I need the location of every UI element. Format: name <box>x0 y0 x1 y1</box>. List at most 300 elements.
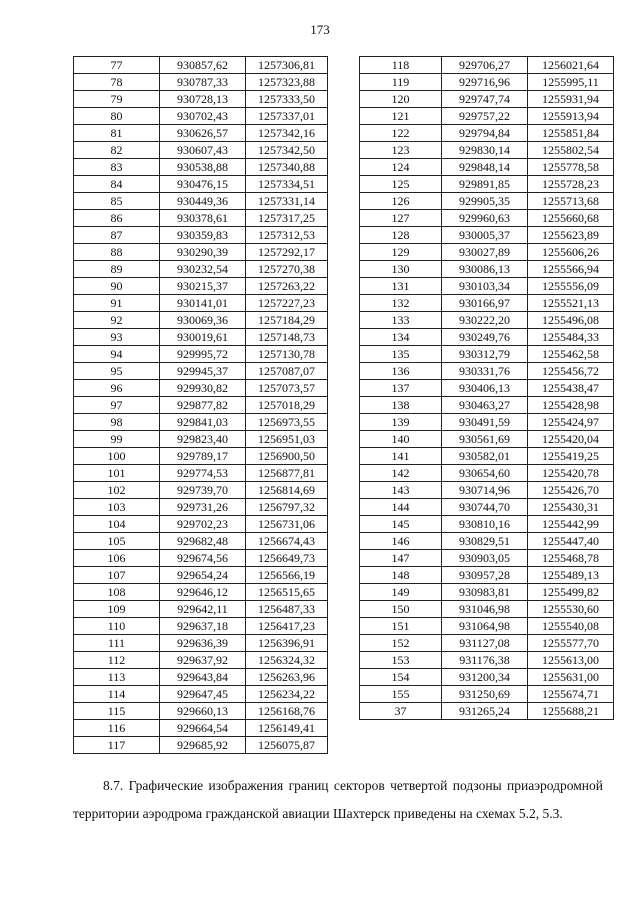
x-coordinate-cell: 929731,26 <box>160 499 246 516</box>
y-coordinate-cell: 1255688,21 <box>528 703 614 720</box>
table-row <box>360 431 614 448</box>
y-coordinate-cell: 1257073,57 <box>246 380 328 397</box>
table-row <box>360 618 614 635</box>
point-number-cell: 123 <box>360 142 442 159</box>
y-coordinate-cell: 1255438,47 <box>528 380 614 397</box>
point-number-cell: 111 <box>74 635 160 652</box>
y-coordinate-cell: 1257292,17 <box>246 244 328 261</box>
table-row <box>360 499 614 516</box>
y-coordinate-cell: 1255496,08 <box>528 312 614 329</box>
x-coordinate-cell: 929642,11 <box>160 601 246 618</box>
x-coordinate-cell: 931265,24 <box>442 703 528 720</box>
y-coordinate-cell: 1255456,72 <box>528 363 614 380</box>
x-coordinate-cell: 930857,62 <box>160 57 246 74</box>
y-coordinate-cell: 1256951,03 <box>246 431 328 448</box>
table-row <box>360 550 614 567</box>
point-number-cell: 121 <box>360 108 442 125</box>
y-coordinate-cell: 1256149,41 <box>246 720 328 737</box>
x-coordinate-cell: 929823,40 <box>160 431 246 448</box>
point-number-cell: 84 <box>74 176 160 193</box>
table-row <box>74 533 328 550</box>
y-coordinate-cell: 1255462,58 <box>528 346 614 363</box>
table-row <box>74 159 328 176</box>
y-coordinate-cell: 1256814,69 <box>246 482 328 499</box>
table-row <box>74 142 328 159</box>
point-number-cell: 80 <box>74 108 160 125</box>
x-coordinate-cell: 930290,39 <box>160 244 246 261</box>
x-coordinate-cell: 930810,16 <box>442 516 528 533</box>
point-number-cell: 109 <box>74 601 160 618</box>
coordinates-table-left <box>73 56 328 754</box>
x-coordinate-cell: 929654,24 <box>160 567 246 584</box>
x-coordinate-cell: 930957,28 <box>442 567 528 584</box>
x-coordinate-cell: 930449,36 <box>160 193 246 210</box>
point-number-cell: 125 <box>360 176 442 193</box>
table-row <box>74 380 328 397</box>
x-coordinate-cell: 930714,96 <box>442 482 528 499</box>
table-row <box>74 499 328 516</box>
table-row <box>74 227 328 244</box>
y-coordinate-cell: 1257317,25 <box>246 210 328 227</box>
y-coordinate-cell: 1257018,29 <box>246 397 328 414</box>
table-row <box>74 312 328 329</box>
point-number-cell: 145 <box>360 516 442 533</box>
point-number-cell: 85 <box>74 193 160 210</box>
y-coordinate-cell: 1257184,29 <box>246 312 328 329</box>
y-coordinate-cell: 1255995,11 <box>528 74 614 91</box>
x-coordinate-cell: 930103,34 <box>442 278 528 295</box>
point-number-cell: 153 <box>360 652 442 669</box>
point-number-cell: 97 <box>74 397 160 414</box>
point-number-cell: 122 <box>360 125 442 142</box>
point-number-cell: 98 <box>74 414 160 431</box>
y-coordinate-cell: 1255420,04 <box>528 431 614 448</box>
point-number-cell: 139 <box>360 414 442 431</box>
table-row <box>360 159 614 176</box>
x-coordinate-cell: 930166,97 <box>442 295 528 312</box>
y-coordinate-cell: 1255489,13 <box>528 567 614 584</box>
coordinates-table-right <box>359 56 614 720</box>
point-number-cell: 120 <box>360 91 442 108</box>
table-row <box>74 176 328 193</box>
x-coordinate-cell: 930607,43 <box>160 142 246 159</box>
point-number-cell: 102 <box>74 482 160 499</box>
point-number-cell: 104 <box>74 516 160 533</box>
x-coordinate-cell: 929706,27 <box>442 57 528 74</box>
point-number-cell: 155 <box>360 686 442 703</box>
x-coordinate-cell: 931200,34 <box>442 669 528 686</box>
y-coordinate-cell: 1256877,81 <box>246 465 328 482</box>
table-row <box>74 601 328 618</box>
table-row <box>360 380 614 397</box>
y-coordinate-cell: 1255442,99 <box>528 516 614 533</box>
point-number-cell: 129 <box>360 244 442 261</box>
y-coordinate-cell: 1256168,76 <box>246 703 328 720</box>
table-row <box>360 57 614 74</box>
table-row <box>360 686 614 703</box>
y-coordinate-cell: 1257130,78 <box>246 346 328 363</box>
table-row <box>360 516 614 533</box>
x-coordinate-cell: 929747,74 <box>442 91 528 108</box>
y-coordinate-cell: 1257323,88 <box>246 74 328 91</box>
y-coordinate-cell: 1256075,87 <box>246 737 328 754</box>
y-coordinate-cell: 1256417,23 <box>246 618 328 635</box>
x-coordinate-cell: 930232,54 <box>160 261 246 278</box>
y-coordinate-cell: 1255802,54 <box>528 142 614 159</box>
y-coordinate-cell: 1255623,89 <box>528 227 614 244</box>
x-coordinate-cell: 930463,27 <box>442 397 528 414</box>
point-number-cell: 86 <box>74 210 160 227</box>
x-coordinate-cell: 929685,92 <box>160 737 246 754</box>
point-number-cell: 117 <box>74 737 160 754</box>
point-number-cell: 124 <box>360 159 442 176</box>
point-number-cell: 140 <box>360 431 442 448</box>
y-coordinate-cell: 1255674,71 <box>528 686 614 703</box>
point-number-cell: 149 <box>360 584 442 601</box>
table-row <box>74 363 328 380</box>
point-number-cell: 101 <box>74 465 160 482</box>
x-coordinate-cell: 930582,01 <box>442 448 528 465</box>
paragraph-text: Графические изображения границ секторов четвертой подзоны приаэродромной территории аэродрома гражданской авиации Шахтерск приведены на схемах 5.2, 5.3. <box>73 778 603 821</box>
y-coordinate-cell: 1255420,78 <box>528 465 614 482</box>
point-number-cell: 118 <box>360 57 442 74</box>
y-coordinate-cell: 1256263,96 <box>246 669 328 686</box>
y-coordinate-cell: 1255606,26 <box>528 244 614 261</box>
y-coordinate-cell: 1255566,94 <box>528 261 614 278</box>
table-row <box>360 244 614 261</box>
y-coordinate-cell: 1255913,94 <box>528 108 614 125</box>
point-number-cell: 90 <box>74 278 160 295</box>
paragraph-number: 8.7. <box>103 778 124 793</box>
y-coordinate-cell: 1256797,32 <box>246 499 328 516</box>
table-row <box>360 567 614 584</box>
x-coordinate-cell: 930561,69 <box>442 431 528 448</box>
x-coordinate-cell: 931250,69 <box>442 686 528 703</box>
point-number-cell: 112 <box>74 652 160 669</box>
x-coordinate-cell: 930141,01 <box>160 295 246 312</box>
table-row <box>74 516 328 533</box>
table-row <box>74 448 328 465</box>
y-coordinate-cell: 1256021,64 <box>528 57 614 74</box>
point-number-cell: 133 <box>360 312 442 329</box>
table-row <box>74 652 328 669</box>
table-row <box>360 278 614 295</box>
table-row <box>74 397 328 414</box>
y-coordinate-cell: 1257337,01 <box>246 108 328 125</box>
x-coordinate-cell: 930787,33 <box>160 74 246 91</box>
y-coordinate-cell: 1256515,65 <box>246 584 328 601</box>
point-number-cell: 115 <box>74 703 160 720</box>
y-coordinate-cell: 1257087,07 <box>246 363 328 380</box>
x-coordinate-cell: 929739,70 <box>160 482 246 499</box>
y-coordinate-cell: 1255728,23 <box>528 176 614 193</box>
point-number-cell: 126 <box>360 193 442 210</box>
x-coordinate-cell: 930903,05 <box>442 550 528 567</box>
y-coordinate-cell: 1257342,50 <box>246 142 328 159</box>
x-coordinate-cell: 930069,36 <box>160 312 246 329</box>
table-row <box>74 108 328 125</box>
point-number-cell: 89 <box>74 261 160 278</box>
y-coordinate-cell: 1255931,94 <box>528 91 614 108</box>
table-row <box>74 346 328 363</box>
x-coordinate-cell: 931064,98 <box>442 618 528 635</box>
point-number-cell: 136 <box>360 363 442 380</box>
x-coordinate-cell: 929716,96 <box>442 74 528 91</box>
table-row <box>74 686 328 703</box>
y-coordinate-cell: 1255499,82 <box>528 584 614 601</box>
point-number-cell: 137 <box>360 380 442 397</box>
point-number-cell: 116 <box>74 720 160 737</box>
table-row <box>360 652 614 669</box>
point-number-cell: 114 <box>74 686 160 703</box>
point-number-cell: 83 <box>74 159 160 176</box>
x-coordinate-cell: 929643,84 <box>160 669 246 686</box>
x-coordinate-cell: 930249,76 <box>442 329 528 346</box>
table-row <box>360 703 614 720</box>
table-row <box>360 142 614 159</box>
table-row <box>360 125 614 142</box>
x-coordinate-cell: 929830,14 <box>442 142 528 159</box>
x-coordinate-cell: 930983,81 <box>442 584 528 601</box>
x-coordinate-cell: 929905,35 <box>442 193 528 210</box>
point-number-cell: 82 <box>74 142 160 159</box>
y-coordinate-cell: 1255419,25 <box>528 448 614 465</box>
x-coordinate-cell: 930406,13 <box>442 380 528 397</box>
table-row <box>74 244 328 261</box>
table-row <box>74 125 328 142</box>
x-coordinate-cell: 929794,84 <box>442 125 528 142</box>
table-row <box>74 669 328 686</box>
table-row <box>74 329 328 346</box>
point-number-cell: 37 <box>360 703 442 720</box>
y-coordinate-cell: 1257334,51 <box>246 176 328 193</box>
y-coordinate-cell: 1257312,53 <box>246 227 328 244</box>
x-coordinate-cell: 931176,38 <box>442 652 528 669</box>
table-row <box>360 312 614 329</box>
x-coordinate-cell: 929774,53 <box>160 465 246 482</box>
point-number-cell: 131 <box>360 278 442 295</box>
x-coordinate-cell: 929848,14 <box>442 159 528 176</box>
point-number-cell: 103 <box>74 499 160 516</box>
y-coordinate-cell: 1256674,43 <box>246 533 328 550</box>
x-coordinate-cell: 929841,03 <box>160 414 246 431</box>
x-coordinate-cell: 929674,56 <box>160 550 246 567</box>
x-coordinate-cell: 929702,23 <box>160 516 246 533</box>
y-coordinate-cell: 1257263,22 <box>246 278 328 295</box>
x-coordinate-cell: 930331,76 <box>442 363 528 380</box>
x-coordinate-cell: 929877,82 <box>160 397 246 414</box>
x-coordinate-cell: 929995,72 <box>160 346 246 363</box>
x-coordinate-cell: 930019,61 <box>160 329 246 346</box>
x-coordinate-cell: 930476,15 <box>160 176 246 193</box>
point-number-cell: 106 <box>74 550 160 567</box>
x-coordinate-cell: 930027,89 <box>442 244 528 261</box>
table-row <box>360 227 614 244</box>
table-row <box>74 618 328 635</box>
y-coordinate-cell: 1255468,78 <box>528 550 614 567</box>
table-row <box>360 669 614 686</box>
y-coordinate-cell: 1255447,40 <box>528 533 614 550</box>
y-coordinate-cell: 1255778,58 <box>528 159 614 176</box>
x-coordinate-cell: 929647,45 <box>160 686 246 703</box>
point-number-cell: 91 <box>74 295 160 312</box>
x-coordinate-cell: 930626,57 <box>160 125 246 142</box>
y-coordinate-cell: 1256731,06 <box>246 516 328 533</box>
table-row <box>74 703 328 720</box>
point-number-cell: 113 <box>74 669 160 686</box>
table-row <box>74 465 328 482</box>
point-number-cell: 151 <box>360 618 442 635</box>
x-coordinate-cell: 929960,63 <box>442 210 528 227</box>
table-row <box>360 329 614 346</box>
x-coordinate-cell: 930702,43 <box>160 108 246 125</box>
table-row <box>360 533 614 550</box>
y-coordinate-cell: 1255631,00 <box>528 669 614 686</box>
y-coordinate-cell: 1255713,68 <box>528 193 614 210</box>
table-row <box>74 193 328 210</box>
x-coordinate-cell: 929637,18 <box>160 618 246 635</box>
table-row <box>74 261 328 278</box>
x-coordinate-cell: 930378,61 <box>160 210 246 227</box>
point-number-cell: 79 <box>74 91 160 108</box>
point-number-cell: 81 <box>74 125 160 142</box>
point-number-cell: 110 <box>74 618 160 635</box>
point-number-cell: 154 <box>360 669 442 686</box>
table-row <box>360 108 614 125</box>
table-row <box>360 448 614 465</box>
point-number-cell: 152 <box>360 635 442 652</box>
y-coordinate-cell: 1255424,97 <box>528 414 614 431</box>
y-coordinate-cell: 1257342,16 <box>246 125 328 142</box>
table-row <box>360 193 614 210</box>
y-coordinate-cell: 1255613,00 <box>528 652 614 669</box>
point-number-cell: 130 <box>360 261 442 278</box>
point-number-cell: 148 <box>360 567 442 584</box>
point-number-cell: 77 <box>74 57 160 74</box>
y-coordinate-cell: 1256900,50 <box>246 448 328 465</box>
y-coordinate-cell: 1255660,68 <box>528 210 614 227</box>
x-coordinate-cell: 930215,37 <box>160 278 246 295</box>
table-row <box>360 584 614 601</box>
y-coordinate-cell: 1255426,70 <box>528 482 614 499</box>
point-number-cell: 128 <box>360 227 442 244</box>
table-row <box>74 635 328 652</box>
point-number-cell: 105 <box>74 533 160 550</box>
x-coordinate-cell: 929682,48 <box>160 533 246 550</box>
point-number-cell: 142 <box>360 465 442 482</box>
x-coordinate-cell: 930359,83 <box>160 227 246 244</box>
table-row <box>360 74 614 91</box>
point-number-cell: 94 <box>74 346 160 363</box>
x-coordinate-cell: 931046,98 <box>442 601 528 618</box>
point-number-cell: 134 <box>360 329 442 346</box>
table-row <box>74 74 328 91</box>
point-number-cell: 143 <box>360 482 442 499</box>
point-number-cell: 141 <box>360 448 442 465</box>
table-row <box>74 737 328 754</box>
y-coordinate-cell: 1255521,13 <box>528 295 614 312</box>
table-row <box>74 550 328 567</box>
point-number-cell: 144 <box>360 499 442 516</box>
y-coordinate-cell: 1257340,88 <box>246 159 328 176</box>
table-row <box>74 431 328 448</box>
table-row <box>360 363 614 380</box>
point-number-cell: 92 <box>74 312 160 329</box>
y-coordinate-cell: 1256396,91 <box>246 635 328 652</box>
table-row <box>360 295 614 312</box>
table-row <box>360 635 614 652</box>
point-number-cell: 108 <box>74 584 160 601</box>
x-coordinate-cell: 929637,92 <box>160 652 246 669</box>
point-number-cell: 107 <box>74 567 160 584</box>
x-coordinate-cell: 930744,70 <box>442 499 528 516</box>
x-coordinate-cell: 930005,37 <box>442 227 528 244</box>
x-coordinate-cell: 929945,37 <box>160 363 246 380</box>
x-coordinate-cell: 931127,08 <box>442 635 528 652</box>
point-number-cell: 138 <box>360 397 442 414</box>
y-coordinate-cell: 1257270,38 <box>246 261 328 278</box>
point-number-cell: 88 <box>74 244 160 261</box>
y-coordinate-cell: 1255540,08 <box>528 618 614 635</box>
x-coordinate-cell: 930829,51 <box>442 533 528 550</box>
table-row <box>360 465 614 482</box>
table-row <box>74 482 328 499</box>
y-coordinate-cell: 1255428,98 <box>528 397 614 414</box>
x-coordinate-cell: 929636,39 <box>160 635 246 652</box>
y-coordinate-cell: 1256973,55 <box>246 414 328 431</box>
y-coordinate-cell: 1257148,73 <box>246 329 328 346</box>
y-coordinate-cell: 1257227,23 <box>246 295 328 312</box>
table-row <box>360 601 614 618</box>
y-coordinate-cell: 1255530,60 <box>528 601 614 618</box>
x-coordinate-cell: 930538,88 <box>160 159 246 176</box>
point-number-cell: 96 <box>74 380 160 397</box>
y-coordinate-cell: 1256649,73 <box>246 550 328 567</box>
table-row <box>360 261 614 278</box>
x-coordinate-cell: 930728,13 <box>160 91 246 108</box>
point-number-cell: 100 <box>74 448 160 465</box>
x-coordinate-cell: 929646,12 <box>160 584 246 601</box>
x-coordinate-cell: 929789,17 <box>160 448 246 465</box>
point-number-cell: 127 <box>360 210 442 227</box>
x-coordinate-cell: 929757,22 <box>442 108 528 125</box>
y-coordinate-cell: 1257306,81 <box>246 57 328 74</box>
y-coordinate-cell: 1257333,50 <box>246 91 328 108</box>
y-coordinate-cell: 1255430,31 <box>528 499 614 516</box>
table-row <box>74 720 328 737</box>
table-row <box>360 346 614 363</box>
point-number-cell: 93 <box>74 329 160 346</box>
point-number-cell: 99 <box>74 431 160 448</box>
point-number-cell: 135 <box>360 346 442 363</box>
table-row <box>360 482 614 499</box>
table-row <box>360 176 614 193</box>
table-row <box>360 91 614 108</box>
point-number-cell: 146 <box>360 533 442 550</box>
x-coordinate-cell: 930654,60 <box>442 465 528 482</box>
x-coordinate-cell: 929891,85 <box>442 176 528 193</box>
y-coordinate-cell: 1255577,70 <box>528 635 614 652</box>
table-row <box>360 414 614 431</box>
point-number-cell: 119 <box>360 74 442 91</box>
y-coordinate-cell: 1255851,84 <box>528 125 614 142</box>
point-number-cell: 150 <box>360 601 442 618</box>
page-number: 173 <box>310 22 330 37</box>
section-paragraph <box>73 772 603 828</box>
x-coordinate-cell: 930086,13 <box>442 261 528 278</box>
x-coordinate-cell: 930312,79 <box>442 346 528 363</box>
y-coordinate-cell: 1256487,33 <box>246 601 328 618</box>
